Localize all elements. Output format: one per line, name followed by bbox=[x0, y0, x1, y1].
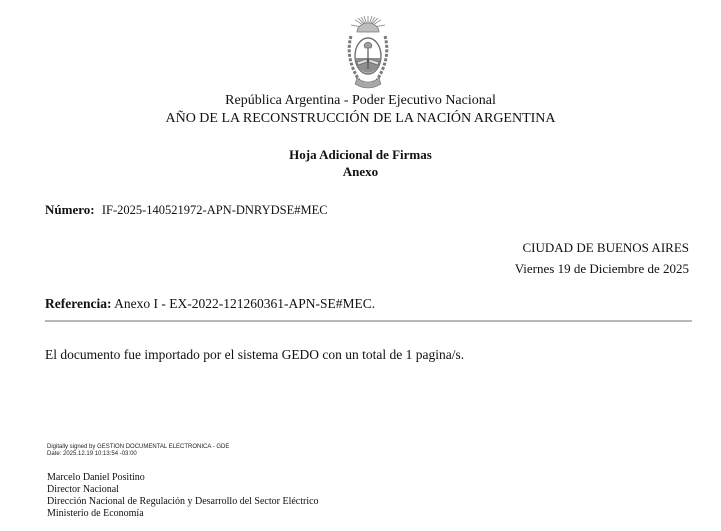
document-number-value: IF-2025-140521972-APN-DNRYDSE#MEC bbox=[101, 203, 328, 217]
document-reference bbox=[45, 296, 375, 312]
signer-position: Director Nacional bbox=[47, 484, 119, 495]
document-city: CIUDAD DE BUENOS AIRES bbox=[522, 240, 689, 255]
document-date: Viernes 19 de Diciembre de 2025 bbox=[514, 261, 689, 276]
digital-signature-date: Date: 2025.12.19 10:13:54 -03:00 bbox=[47, 451, 137, 457]
document-subtitle: Anexo bbox=[342, 164, 379, 179]
argentina-coat-of-arms-icon bbox=[343, 14, 393, 94]
reference-value: Anexo I - EX-2022-121260361-APN-SE#MEC. bbox=[114, 296, 376, 311]
government-header: República Argentina - Poder Ejecutivo Nacional bbox=[225, 93, 496, 108]
year-motto: AÑO DE LA RECONSTRUCCIÓN DE LA NACIÓN ARGENTINA bbox=[165, 111, 556, 126]
signer-directorate: Dirección Nacional de Regulación y Desarrollo del Sector Eléctrico bbox=[47, 496, 319, 507]
digital-signature-signer: Digitally signed by GESTION DOCUMENTAL ELECTRONICA - GDE bbox=[47, 444, 230, 450]
document-number bbox=[45, 202, 328, 218]
document-number-label: Número: bbox=[45, 202, 95, 217]
signer-ministry: Ministerio de Economía bbox=[47, 508, 144, 519]
divider bbox=[45, 320, 692, 322]
reference-label: Referencia: bbox=[45, 296, 112, 311]
document-body: El documento fue importado por el sistema GEDO con un total de 1 pagina/s. bbox=[45, 347, 465, 362]
digital-signature-stamp bbox=[47, 444, 229, 458]
signer-block bbox=[47, 472, 319, 520]
document-title: Hoja Adicional de Firmas bbox=[289, 147, 432, 162]
signer-name: Marcelo Daniel Positino bbox=[47, 472, 145, 483]
